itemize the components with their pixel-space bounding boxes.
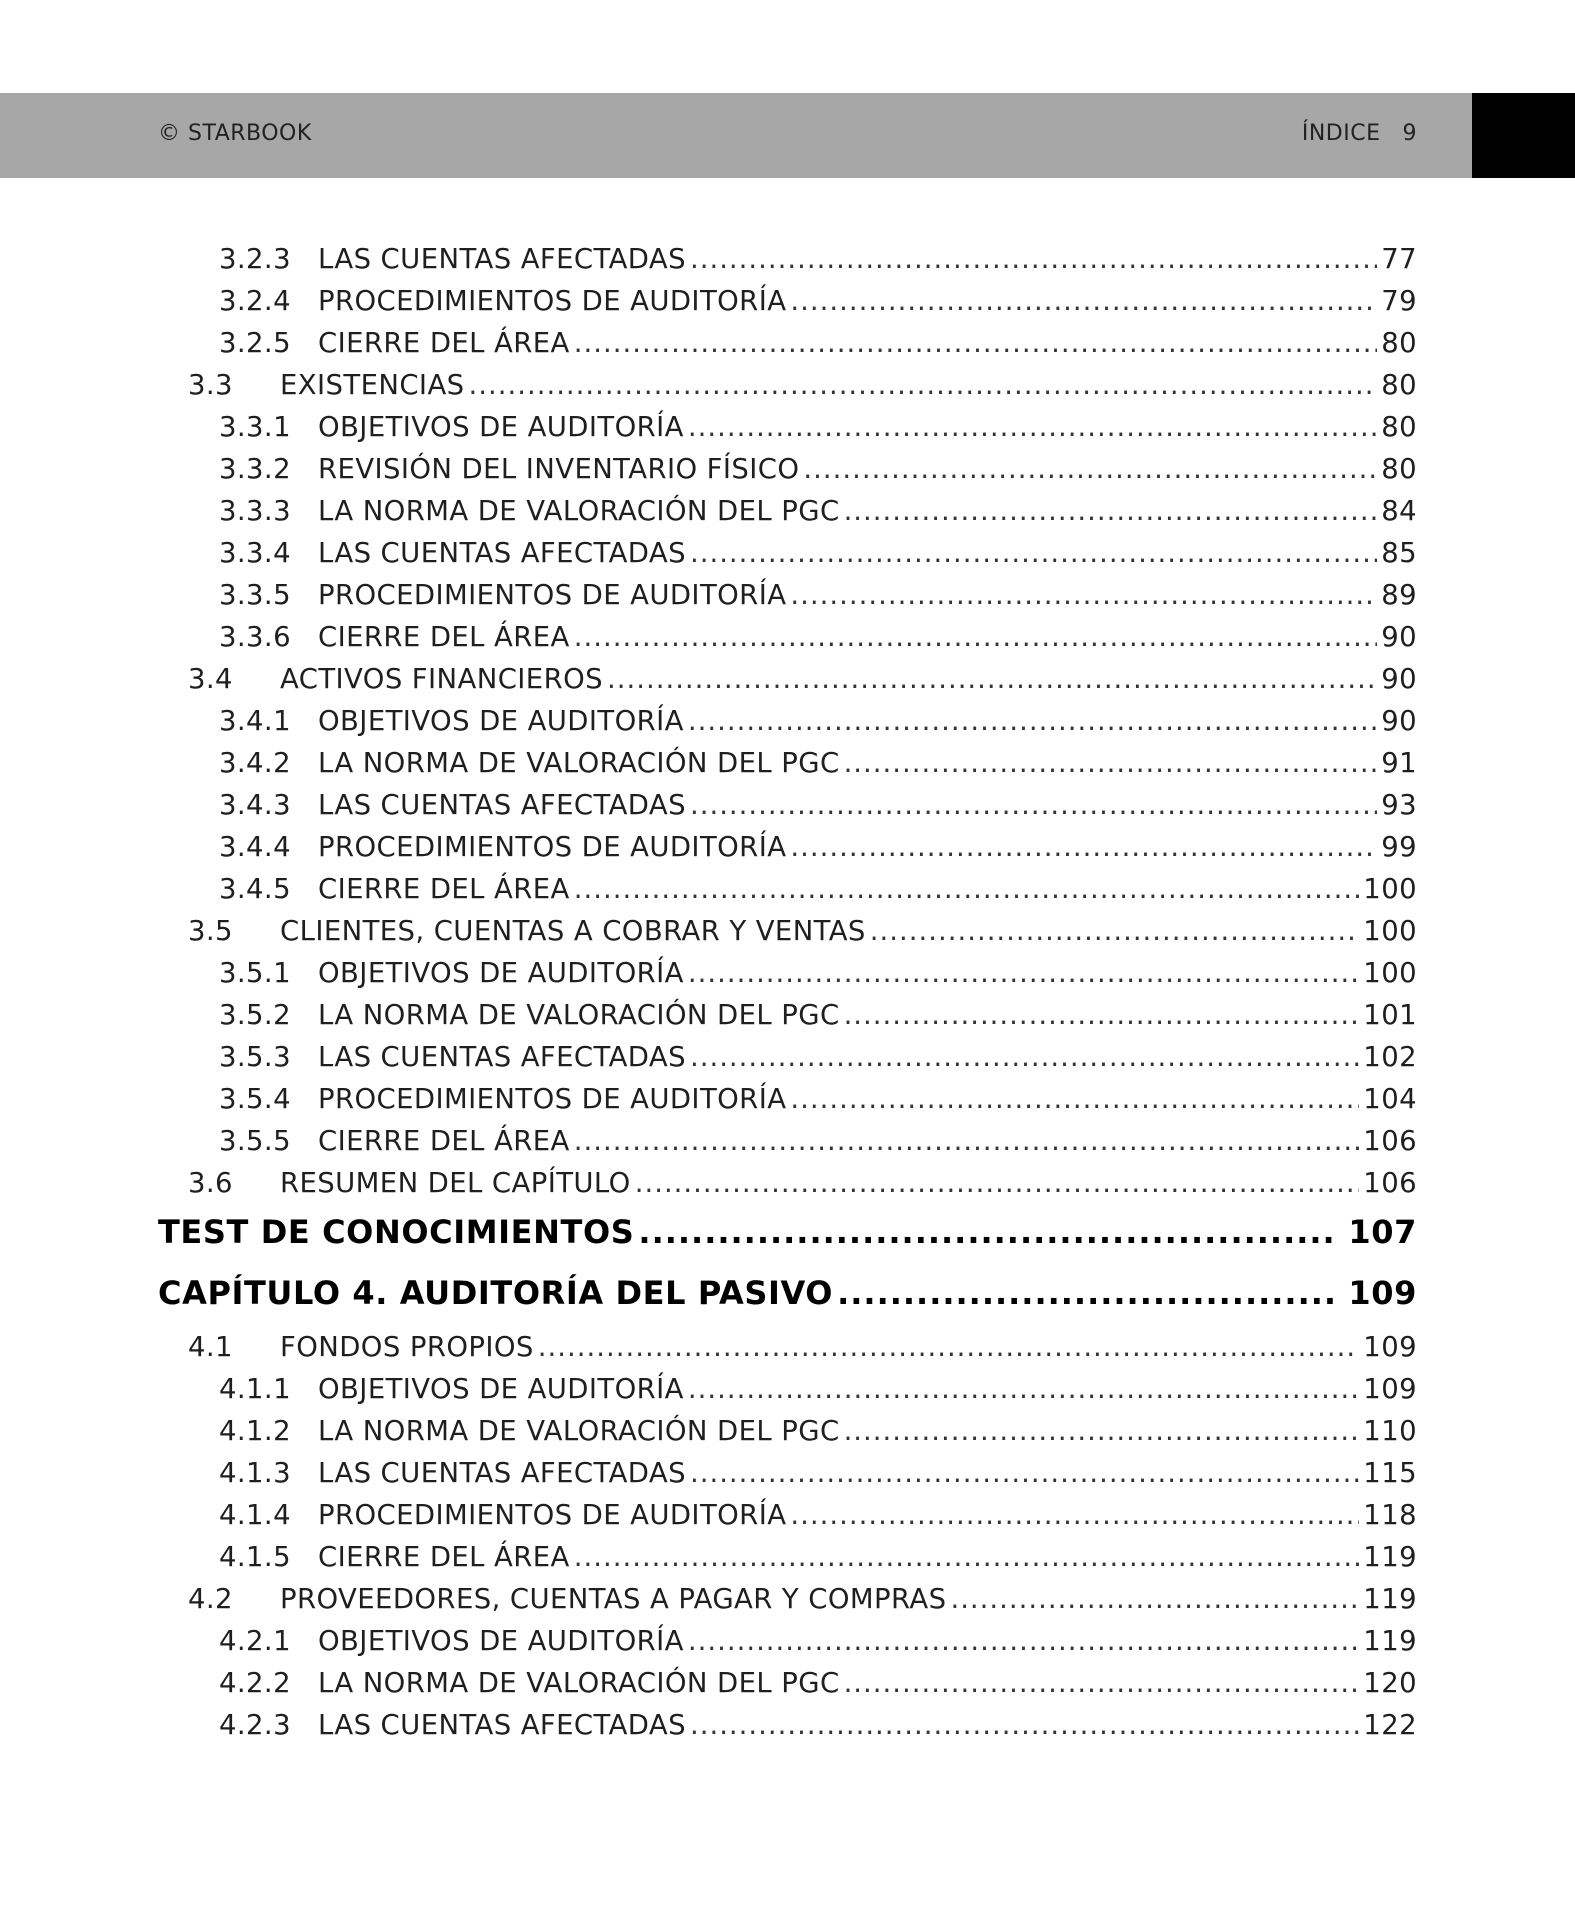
toc-entry (158, 831, 1417, 873)
toc-entry-title: LAS CUENTAS AFECTADAS (318, 789, 686, 821)
table-of-contents (158, 243, 1417, 1751)
toc-entry-page: 90 (1381, 705, 1417, 737)
toc-entry-title: LA NORMA DE VALORACIÓN DEL PGC (318, 747, 840, 779)
toc-entry-number: 3.3.3 (219, 495, 291, 527)
toc-entry (158, 873, 1417, 915)
toc-entry-title: LAS CUENTAS AFECTADAS (318, 537, 686, 569)
toc-entry-number: 3.5.3 (219, 1041, 291, 1073)
toc-dot-leader (690, 789, 1377, 821)
toc-entry-number: 3.2.3 (219, 243, 291, 275)
toc-entry-title: RESUMEN DEL CAPÍTULO (280, 1167, 631, 1199)
toc-dot-leader (574, 621, 1377, 653)
header-section (1302, 121, 1417, 146)
toc-entry-page: 102 (1363, 1041, 1417, 1073)
toc-dot-leader (690, 537, 1377, 569)
toc-dot-leader (574, 1541, 1360, 1573)
toc-entry (158, 285, 1417, 327)
toc-entry-page: 77 (1381, 243, 1417, 275)
toc-entry (158, 369, 1417, 411)
toc-entry-number: 3.5.2 (219, 999, 291, 1031)
toc-entry-page: 85 (1381, 537, 1417, 569)
toc-entry (158, 1625, 1417, 1667)
toc-dot-leader (688, 705, 1377, 737)
toc-entry-number: 3.5.1 (219, 957, 291, 989)
toc-entry-page: 118 (1363, 1499, 1417, 1531)
toc-dot-leader (790, 1499, 1359, 1531)
toc-entry-title: ACTIVOS FINANCIEROS (280, 663, 603, 695)
toc-entry (158, 1583, 1417, 1625)
toc-entry-page: 79 (1381, 285, 1417, 317)
toc-dot-leader (790, 1083, 1359, 1115)
toc-dot-leader (635, 1167, 1360, 1199)
toc-entry-title: OBJETIVOS DE AUDITORÍA (318, 705, 684, 737)
toc-entry-title: OBJETIVOS DE AUDITORÍA (318, 1373, 684, 1405)
toc-entry-page: 89 (1381, 579, 1417, 611)
toc-entry-title: LAS CUENTAS AFECTADAS (318, 1041, 686, 1073)
toc-entry-page: 90 (1381, 621, 1417, 653)
toc-entry (158, 789, 1417, 831)
toc-entry-number: 3.5.4 (219, 1083, 291, 1115)
toc-dot-leader (638, 1213, 1336, 1251)
toc-entry-page: 101 (1363, 999, 1417, 1031)
toc-entry-page: 109 (1363, 1331, 1417, 1363)
toc-dot-leader (469, 369, 1378, 401)
toc-entry-page: 99 (1381, 831, 1417, 863)
toc-dot-leader (690, 1457, 1359, 1489)
toc-entry (158, 1457, 1417, 1499)
toc-dot-leader (688, 1625, 1359, 1657)
toc-dot-leader (690, 243, 1377, 275)
toc-entry-title: LAS CUENTAS AFECTADAS (318, 243, 686, 275)
toc-dot-leader (688, 411, 1377, 443)
toc-dot-leader (844, 747, 1378, 779)
toc-entry-number: 3.4 (188, 663, 233, 695)
toc-dot-leader (538, 1331, 1360, 1363)
toc-entry-title: PROCEDIMIENTOS DE AUDITORÍA (318, 1499, 787, 1531)
toc-dot-leader (574, 327, 1377, 359)
toc-entry-number: 4.1.3 (219, 1457, 291, 1489)
toc-entry-title: PROVEEDORES, CUENTAS A PAGAR Y COMPRAS (280, 1583, 947, 1615)
toc-entry-number: 4.2.3 (219, 1709, 291, 1741)
toc-dot-leader (790, 285, 1377, 317)
toc-entry (158, 1709, 1417, 1751)
toc-entry (158, 915, 1417, 957)
toc-entry (158, 705, 1417, 747)
toc-entry-number: 3.2.4 (219, 285, 291, 317)
toc-entry (158, 999, 1417, 1041)
toc-entry-page: 115 (1363, 1457, 1417, 1489)
toc-dot-leader (870, 915, 1360, 947)
toc-dot-leader (844, 1667, 1360, 1699)
toc-entry-title: PROCEDIMIENTOS DE AUDITORÍA (318, 285, 787, 317)
toc-entry-number: 4.2.1 (219, 1625, 291, 1657)
toc-dot-leader (844, 495, 1378, 527)
toc-entry-title: TEST DE CONOCIMIENTOS (158, 1213, 635, 1251)
toc-entry-title: LAS CUENTAS AFECTADAS (318, 1457, 686, 1489)
toc-entry-page: 100 (1363, 957, 1417, 989)
toc-entry-number: 3.3.6 (219, 621, 291, 653)
toc-entry (158, 747, 1417, 789)
toc-entry-page: 119 (1363, 1625, 1417, 1657)
toc-entry-page: 106 (1363, 1167, 1417, 1199)
toc-entry (158, 663, 1417, 705)
header-publisher: © STARBOOK (158, 121, 312, 146)
toc-entry-number: 4.1 (188, 1331, 233, 1363)
toc-entry-page: 80 (1381, 327, 1417, 359)
toc-entry-number: 4.2 (188, 1583, 233, 1615)
toc-dot-leader (950, 1583, 1359, 1615)
toc-entry-page: 120 (1363, 1667, 1417, 1699)
toc-entry-title: FONDOS PROPIOS (280, 1331, 534, 1363)
toc-dot-leader (803, 453, 1377, 485)
toc-entry-number: 3.4.4 (219, 831, 291, 863)
header-section-title: ÍNDICE (1301, 121, 1381, 146)
toc-entry-title: OBJETIVOS DE AUDITORÍA (318, 411, 684, 443)
toc-entry (158, 621, 1417, 663)
toc-entry-page: 110 (1363, 1415, 1417, 1447)
toc-entry-page: 122 (1363, 1709, 1417, 1741)
toc-dot-leader (690, 1709, 1359, 1741)
toc-entry (158, 243, 1417, 285)
toc-entry (158, 495, 1417, 537)
toc-entry-page: 90 (1381, 663, 1417, 695)
toc-entry-page: 80 (1381, 453, 1417, 485)
toc-entry (158, 1415, 1417, 1457)
toc-entry-title: CIERRE DEL ÁREA (318, 1125, 570, 1157)
toc-entry (158, 1167, 1417, 1209)
toc-entry-page: 84 (1381, 495, 1417, 527)
toc-entry-page: 100 (1363, 915, 1417, 947)
toc-entry-page: 104 (1363, 1083, 1417, 1115)
toc-entry (158, 453, 1417, 495)
toc-entry-number: 3.3.4 (219, 537, 291, 569)
toc-entry (158, 1125, 1417, 1167)
toc-entry-number: 4.1.2 (219, 1415, 291, 1447)
toc-entry-title: CIERRE DEL ÁREA (318, 621, 570, 653)
toc-entry-title: LA NORMA DE VALORACIÓN DEL PGC (318, 495, 840, 527)
toc-entry-number: 4.1.1 (219, 1373, 291, 1405)
toc-entry-page: 119 (1363, 1541, 1417, 1573)
toc-entry-page: 109 (1348, 1274, 1417, 1312)
toc-entry (158, 1541, 1417, 1583)
toc-entry-number: 3.5.5 (219, 1125, 291, 1157)
toc-entry-page: 119 (1363, 1583, 1417, 1615)
toc-entry-page: 80 (1381, 411, 1417, 443)
toc-entry-number: 3.3.1 (219, 411, 291, 443)
toc-entry-title: CIERRE DEL ÁREA (318, 327, 570, 359)
header-page-number: 9 (1402, 121, 1417, 146)
toc-entry-number: 3.3.2 (219, 453, 291, 485)
toc-entry-page: 80 (1381, 369, 1417, 401)
toc-entry-number: 3.2.5 (219, 327, 291, 359)
toc-entry-title: CIERRE DEL ÁREA (318, 1541, 570, 1573)
toc-entry-number: 4.2.2 (219, 1667, 291, 1699)
toc-dot-leader (790, 831, 1377, 863)
toc-entry (158, 957, 1417, 999)
toc-entry-page: 100 (1363, 873, 1417, 905)
toc-entry-title: PROCEDIMIENTOS DE AUDITORÍA (318, 579, 787, 611)
toc-entry-number: 3.3 (188, 369, 233, 401)
toc-entry-title: EXISTENCIAS (280, 369, 465, 401)
toc-entry-title: OBJETIVOS DE AUDITORÍA (318, 957, 684, 989)
toc-entry-title: CLIENTES, CUENTAS A COBRAR Y VENTAS (280, 915, 866, 947)
toc-entry-title: REVISIÓN DEL INVENTARIO FÍSICO (318, 453, 800, 485)
toc-entry (158, 1083, 1417, 1125)
toc-entry (158, 1373, 1417, 1415)
toc-dot-leader (574, 1125, 1360, 1157)
toc-entry-page: 106 (1363, 1125, 1417, 1157)
toc-entry (158, 537, 1417, 579)
toc-dot-leader (688, 1373, 1359, 1405)
toc-dot-leader (790, 579, 1377, 611)
toc-entry-title: LAS CUENTAS AFECTADAS (318, 1709, 686, 1741)
toc-entry-title: LA NORMA DE VALORACIÓN DEL PGC (318, 999, 840, 1031)
toc-entry-number: 4.1.5 (219, 1541, 291, 1573)
toc-chapter-entry (158, 1270, 1417, 1331)
toc-entry (158, 327, 1417, 369)
toc-dot-leader (844, 1415, 1360, 1447)
toc-chapter-entry (158, 1209, 1417, 1270)
toc-entry-title: CIERRE DEL ÁREA (318, 873, 570, 905)
toc-entry-number: 3.4.3 (219, 789, 291, 821)
toc-dot-leader (607, 663, 1377, 695)
toc-dot-leader (688, 957, 1359, 989)
toc-entry (158, 1499, 1417, 1541)
toc-entry-title: PROCEDIMIENTOS DE AUDITORÍA (318, 1083, 787, 1115)
toc-dot-leader (844, 999, 1360, 1031)
toc-entry-page: 109 (1363, 1373, 1417, 1405)
toc-entry-number: 3.4.2 (219, 747, 291, 779)
toc-entry-page: 91 (1381, 747, 1417, 779)
toc-dot-leader (690, 1041, 1359, 1073)
toc-entry-title: LA NORMA DE VALORACIÓN DEL PGC (318, 1415, 840, 1447)
page-header-tab (1472, 93, 1575, 178)
toc-entry-title: LA NORMA DE VALORACIÓN DEL PGC (318, 1667, 840, 1699)
toc-entry-page: 93 (1381, 789, 1417, 821)
toc-entry (158, 1041, 1417, 1083)
toc-entry-number: 3.3.5 (219, 579, 291, 611)
toc-entry-number: 3.5 (188, 915, 233, 947)
toc-dot-leader (574, 873, 1360, 905)
toc-entry (158, 1331, 1417, 1373)
toc-entry-number: 3.4.5 (219, 873, 291, 905)
toc-entry-title: CAPÍTULO 4. AUDITORÍA DEL PASIVO (158, 1274, 834, 1312)
toc-entry (158, 579, 1417, 621)
toc-dot-leader (837, 1274, 1336, 1312)
toc-entry-number: 3.6 (188, 1167, 233, 1199)
toc-entry-page: 107 (1348, 1213, 1417, 1251)
toc-entry-number: 4.1.4 (219, 1499, 291, 1531)
toc-entry (158, 1667, 1417, 1709)
toc-entry-number: 3.4.1 (219, 705, 291, 737)
toc-entry (158, 411, 1417, 453)
toc-entry-title: PROCEDIMIENTOS DE AUDITORÍA (318, 831, 787, 863)
toc-entry-title: OBJETIVOS DE AUDITORÍA (318, 1625, 684, 1657)
